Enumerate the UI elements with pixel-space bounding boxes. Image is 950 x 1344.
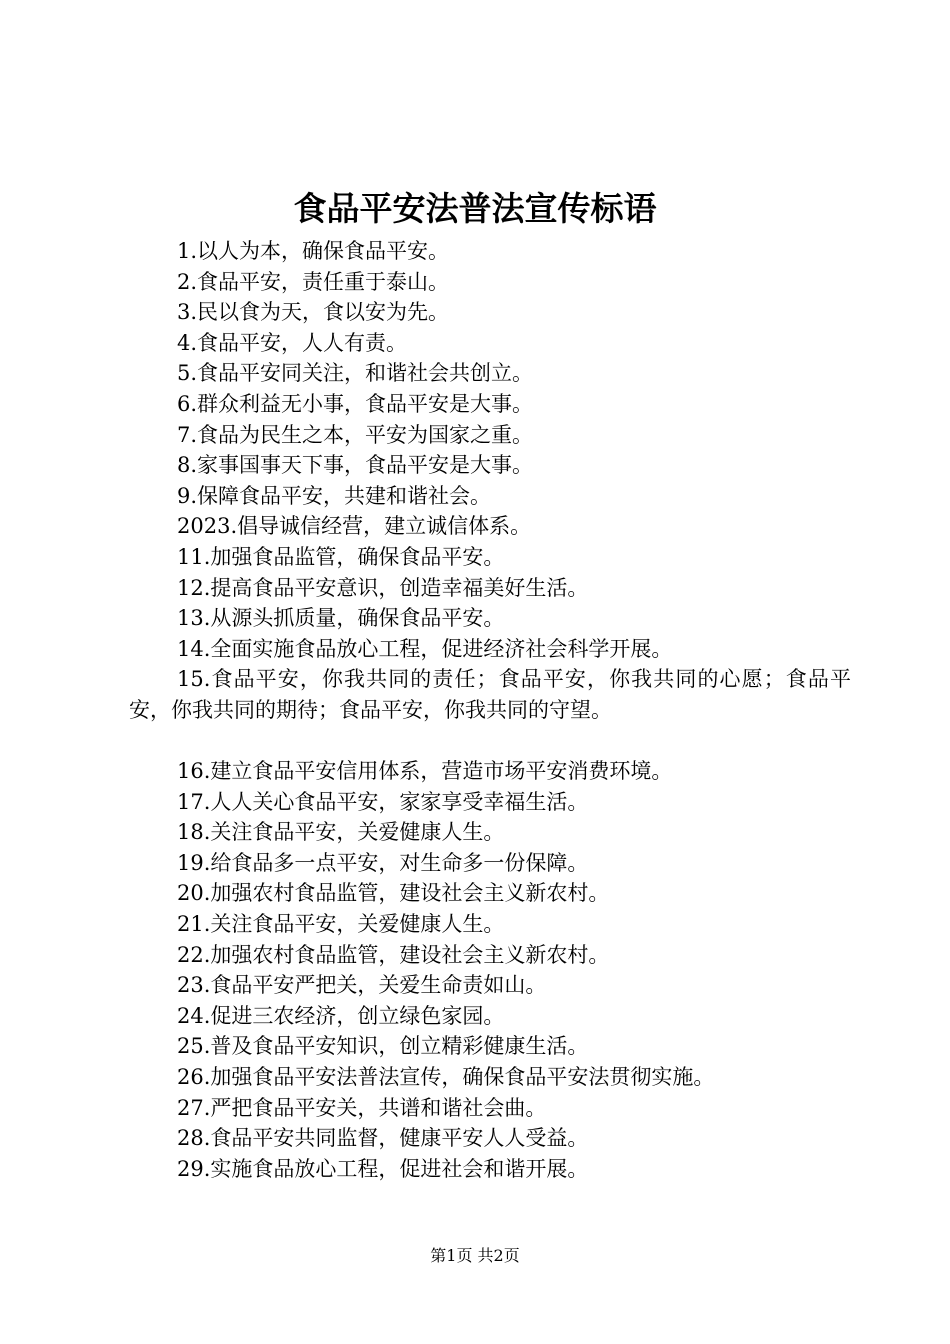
slogan-item: 13.从源头抓质量，确保食品平安。 (177, 606, 505, 631)
slogan-item: 8.家事国事天下事，食品平安是大事。 (177, 453, 534, 478)
slogan-item: 2.食品平安，责任重于泰山。 (177, 269, 450, 294)
page-number-footer: 第1页 共2页 (430, 1246, 520, 1265)
slogan-list (129, 236, 851, 1184)
slogan-item: 7.食品为民生之本，平安为国家之重。 (177, 422, 534, 447)
slogan-item: 18.关注食品平安，关爱健康人生。 (177, 820, 505, 845)
slogan-item: 20.加强农村食品监管，建设社会主义新农村。 (177, 881, 610, 906)
slogan-item: 11.加强食品监管，确保食品平安。 (177, 544, 505, 569)
slogan-item: 22.加强农村食品监管，建设社会主义新农村。 (177, 942, 610, 967)
slogan-item: 28.食品平安共同监督，健康平安人人受益。 (177, 1126, 589, 1151)
slogan-item: 29.实施食品放心工程，促进社会和谐开展。 (177, 1156, 589, 1181)
slogan-item: 9.保障食品平安，共建和谐社会。 (177, 483, 492, 508)
blank-line (129, 726, 851, 757)
slogan-item: 4.食品平安，人人有责。 (177, 330, 408, 355)
slogan-item-wrapped: 15.食品平安，你我共同的责任；食品平安，你我共同的心愿；食品平安，你我共同的期待；食品平安，你我共同的守望。 (129, 667, 851, 722)
slogan-item: 26.加强食品平安法普法宣传，确保食品平安法贯彻实施。 (177, 1065, 715, 1090)
slogan-item: 16.建立食品平安信用体系，营造市场平安消费环境。 (177, 759, 673, 784)
slogan-item: 2023.倡导诚信经营，建立诚信体系。 (177, 514, 532, 539)
slogan-item: 12.提高食品平安意识，创造幸福美好生活。 (177, 575, 589, 600)
slogan-item: 6.群众利益无小事，食品平安是大事。 (177, 391, 534, 416)
slogan-item: 23.食品平安严把关，关爱生命责如山。 (177, 973, 547, 998)
slogan-item: 19.给食品多一点平安，对生命多一份保障。 (177, 850, 589, 875)
slogan-item: 14.全面实施食品放心工程，促进经济社会科学开展。 (177, 636, 673, 661)
document-title: 食品平安法普法宣传标语 (293, 189, 657, 228)
slogan-item: 3.民以食为天，食以安为先。 (177, 300, 450, 325)
slogan-item: 5.食品平安同关注，和谐社会共创立。 (177, 361, 534, 386)
slogan-item: 24.促进三农经济，创立绿色家园。 (177, 1003, 505, 1028)
slogan-item: 1.以人为本，确保食品平安。 (177, 239, 450, 263)
slogan-item: 25.普及食品平安知识，创立精彩健康生活。 (177, 1034, 589, 1059)
slogan-item: 17.人人关心食品平安，家家享受幸福生活。 (177, 789, 589, 814)
slogan-item: 21.关注食品平安，关爱健康人生。 (177, 912, 505, 937)
slogan-item: 27.严把食品平安关，共谱和谐社会曲。 (177, 1095, 547, 1120)
